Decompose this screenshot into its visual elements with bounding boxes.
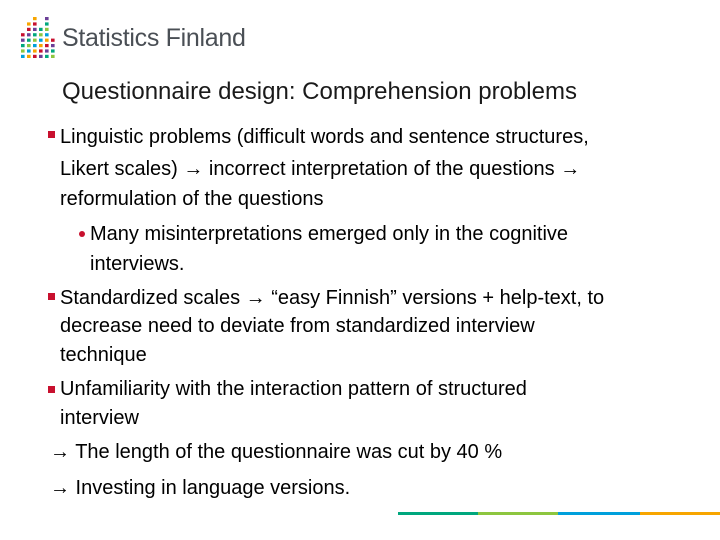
footer-stripe-segment [398, 512, 478, 515]
bullet-marker [48, 386, 55, 393]
bullet-3-line-2: interview [60, 407, 139, 429]
footer-stripe-segment [478, 512, 558, 515]
bullet-2-line-1: Standardized scales → “easy Finnish” versions + help-text, to [60, 287, 605, 309]
sub-bullet-line-2: interviews. [90, 253, 185, 275]
footer-stripe-segment [640, 512, 720, 515]
sub-bullet-marker [79, 231, 85, 237]
sub-bullet-line-1: Many misinterpretations emerged only in the cognitive [90, 223, 569, 245]
slide-title: Questionnaire design: Comprehension problems [62, 78, 577, 105]
bullet-1-line-3: reformulation of the questions [60, 188, 324, 210]
bullet-2-line-3: technique [60, 344, 147, 366]
bullet-1-line-1: Linguistic problems (difficult words and sentence structures, [60, 126, 589, 148]
footer-stripe-segment [558, 512, 640, 515]
bullet-2-line-2: decrease need to deviate from standardized interview [60, 315, 535, 337]
conclusion-line-1: → The length of the questionnaire was cut by 40 % [50, 441, 503, 463]
footer-color-stripe [398, 512, 720, 515]
bullet-marker [48, 293, 55, 300]
bullet-1-line-2: Likert scales) → incorrect interpretation of the questions → [60, 158, 581, 180]
logo-text: Statistics Finland [62, 23, 246, 52]
conclusion-line-2: → Investing in language versions. [50, 477, 351, 499]
bullet-3-line-1: Unfamiliarity with the interaction pattern of structured [60, 378, 527, 400]
bullet-marker [48, 131, 55, 138]
